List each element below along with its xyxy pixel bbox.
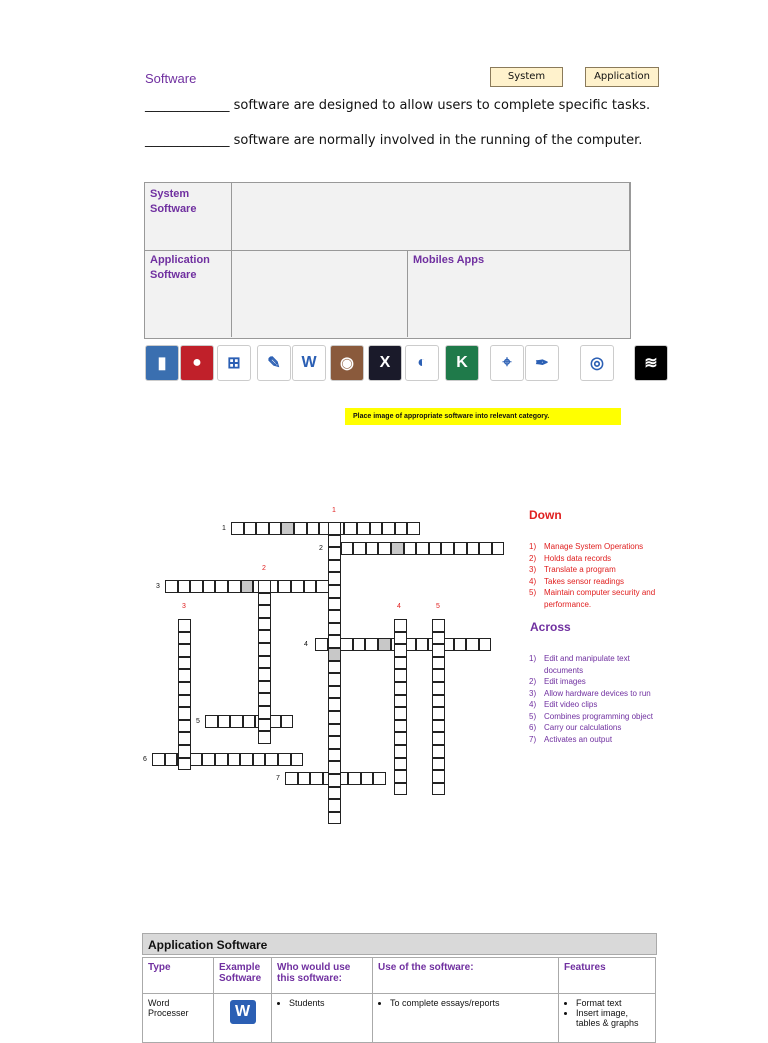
windows-logo-icon[interactable]: ⊞: [217, 345, 251, 381]
crossword-cell[interactable]: [370, 522, 383, 535]
application-tag[interactable]: Application: [585, 67, 659, 87]
row-use: [373, 994, 559, 1043]
crossword-cell[interactable]: [304, 580, 317, 593]
crossword-number: 4: [304, 641, 308, 648]
crossword-cell[interactable]: [353, 542, 366, 555]
firefox-icon[interactable]: ◐: [405, 345, 439, 381]
crossword-cell[interactable]: [228, 580, 241, 593]
clue-number: 3): [529, 688, 537, 698]
crossword-cell[interactable]: [258, 580, 271, 593]
crossword-cell[interactable]: [366, 542, 379, 555]
crossword-cell[interactable]: [466, 638, 479, 651]
crossword-cell[interactable]: [328, 698, 341, 711]
mac-os-x-icon[interactable]: X: [368, 345, 402, 381]
crossword-cell[interactable]: [265, 753, 278, 766]
crossword-cell[interactable]: [328, 598, 341, 611]
crossword-cell[interactable]: [394, 745, 407, 758]
feature-item: • Format text: [576, 998, 650, 1008]
crossword-cell[interactable]: [243, 715, 256, 728]
header-example: Example Software: [214, 958, 272, 994]
crossword-cell[interactable]: [244, 522, 257, 535]
crossword-cell[interactable]: [357, 522, 370, 535]
crossword-cell[interactable]: [278, 580, 291, 593]
header-use: Use of the software:: [373, 958, 559, 994]
clue-text: Edit and manipulate text documents: [544, 654, 630, 675]
crossword-cell[interactable]: [394, 682, 407, 695]
row-who: [272, 994, 373, 1043]
category-table: [144, 182, 631, 339]
clue-number: 7): [529, 734, 537, 744]
crossword-cell[interactable]: [340, 638, 353, 651]
crossword-cell[interactable]: [328, 736, 341, 749]
clue-text: Maintain computer security and performance.: [544, 588, 656, 609]
crossword-cell[interactable]: [432, 695, 445, 708]
crossword-cell[interactable]: [394, 783, 407, 796]
crossword-number: 2: [262, 565, 266, 572]
crossword-cell[interactable]: [178, 669, 191, 682]
across-heading: Across: [530, 620, 571, 634]
down-clue-3: [529, 564, 664, 576]
across-clue-7: [529, 734, 669, 746]
header-type: Type: [143, 958, 214, 994]
sentence-system: _____________ software are normally involved in the running of the computer.: [145, 133, 643, 148]
crossword-cell[interactable]: [253, 753, 266, 766]
crossword-cell[interactable]: [394, 707, 407, 720]
crossword-cell[interactable]: [328, 724, 341, 737]
crossword-cell[interactable]: [416, 542, 429, 555]
mobile-apps-label: Mobiles Apps: [413, 254, 485, 266]
crossword-cell[interactable]: [328, 761, 341, 774]
crossword-number: 6: [143, 756, 147, 763]
crossword-cell[interactable]: [373, 772, 386, 785]
crossword-cell[interactable]: [258, 731, 271, 744]
crossword-cell[interactable]: [328, 635, 341, 648]
crossword-cell[interactable]: [258, 643, 271, 656]
feature-item: • Insert image, tables & graphs: [576, 1008, 650, 1028]
crossword-cell[interactable]: [328, 787, 341, 800]
crossword-cell[interactable]: [205, 715, 218, 728]
crossword-cell[interactable]: [432, 720, 445, 733]
crossword-number: 1: [222, 525, 226, 532]
crossword-cell[interactable]: [432, 682, 445, 695]
down-clue-2: [529, 553, 664, 565]
crossword-cell[interactable]: [258, 630, 271, 643]
crossword-cell[interactable]: [258, 605, 271, 618]
crossword-cell[interactable]: [190, 580, 203, 593]
crossword-cell[interactable]: [432, 770, 445, 783]
application-software-table: [142, 957, 656, 1043]
down-clue-1: [529, 541, 664, 553]
header-who: Who would use this software:: [272, 958, 373, 994]
crossword-cell[interactable]: [416, 638, 429, 651]
crossword-number: 4: [397, 603, 401, 610]
row-example: [214, 994, 272, 1043]
crossword-cell[interactable]: [328, 572, 341, 585]
crossword-cell[interactable]: [394, 619, 407, 632]
crossword-cell[interactable]: [344, 522, 357, 535]
crossword-cell[interactable]: [328, 585, 341, 598]
use-item: • To complete essays/reports: [390, 998, 553, 1008]
clue-number: 3): [529, 565, 537, 574]
across-clue-3: [529, 688, 669, 700]
crossword-cell[interactable]: [432, 732, 445, 745]
kaspersky-icon[interactable]: K: [445, 345, 479, 381]
software-heading: Software: [145, 71, 197, 86]
software-box-icon[interactable]: ▮: [145, 345, 179, 381]
crossword-cell[interactable]: [315, 638, 328, 651]
crossword-cell[interactable]: [441, 542, 454, 555]
crossword-cell[interactable]: [240, 753, 253, 766]
crossword-cell[interactable]: [328, 749, 341, 762]
crossword-number: 2: [319, 545, 323, 552]
clue-text: Edit images: [544, 677, 586, 686]
crossword-cell[interactable]: [328, 812, 341, 825]
clue-number: 1): [529, 542, 537, 551]
clue-number: 6): [529, 723, 537, 732]
crossword-cell[interactable]: [378, 542, 391, 555]
crossword-cell[interactable]: [404, 542, 417, 555]
crossword-cell[interactable]: [298, 772, 311, 785]
crossword-cell[interactable]: [328, 799, 341, 812]
crossword-cell[interactable]: [394, 770, 407, 783]
crossword-cell[interactable]: [258, 719, 271, 732]
across-clue-2: [529, 676, 669, 688]
crossword-cell[interactable]: [328, 774, 341, 787]
crossword-cell[interactable]: [218, 715, 231, 728]
crossword-cell[interactable]: [278, 753, 291, 766]
clue-text: Holds data records: [544, 553, 612, 563]
notepad-icon[interactable]: ✎: [257, 345, 291, 381]
crossword-cell[interactable]: [258, 668, 271, 681]
crossword-cell[interactable]: [328, 522, 341, 535]
crossword-cell[interactable]: [328, 547, 341, 560]
crossword-cell[interactable]: [432, 669, 445, 682]
crossword-cell[interactable]: [178, 758, 191, 771]
crossword-cell[interactable]: [258, 706, 271, 719]
spotify-icon[interactable]: ≋: [634, 345, 668, 381]
crossword-cell[interactable]: [281, 522, 294, 535]
crossword-cell[interactable]: [310, 772, 323, 785]
crossword-cell[interactable]: [432, 707, 445, 720]
system-drop-zone[interactable]: [232, 183, 630, 251]
crossword-cell[interactable]: [407, 522, 420, 535]
crossword-cell[interactable]: [432, 758, 445, 771]
sentence-application: _____________ software are designed to allow users to complete specific tasks.: [145, 98, 651, 113]
crossword-cell[interactable]: [328, 623, 341, 636]
application-software-label: Application Software: [150, 254, 210, 281]
google-maps-icon[interactable]: ⌖: [490, 345, 524, 381]
crossword-cell[interactable]: [365, 638, 378, 651]
crossword-cell[interactable]: [395, 522, 408, 535]
down-heading: Down: [529, 508, 562, 522]
clue-text: Activates an output: [544, 734, 613, 744]
crossword-cell[interactable]: [394, 632, 407, 645]
down-clue-list: [529, 541, 664, 610]
crossword-cell[interactable]: [328, 648, 341, 661]
application-drop-zone[interactable]: [232, 251, 408, 337]
crossword-cell[interactable]: [190, 753, 203, 766]
crossword-cell[interactable]: [328, 686, 341, 699]
crossword-cell[interactable]: [382, 522, 395, 535]
clue-number: 4): [529, 700, 537, 709]
crossword-cell[interactable]: [152, 753, 165, 766]
clue-text: Manage System Operations: [544, 542, 644, 551]
word-icon[interactable]: W: [292, 345, 326, 381]
crossword-cell[interactable]: [394, 732, 407, 745]
crossword-cell[interactable]: [231, 522, 244, 535]
crossword-cell[interactable]: [269, 522, 282, 535]
crossword-cell[interactable]: [307, 522, 320, 535]
system-tag[interactable]: System: [490, 67, 563, 87]
crossword-cell[interactable]: [178, 682, 191, 695]
word-document-icon: [230, 1000, 256, 1024]
crossword-cell[interactable]: [467, 542, 480, 555]
crossword-cell[interactable]: [492, 542, 505, 555]
crossword-cell[interactable]: [281, 715, 294, 728]
crossword-cell[interactable]: [432, 619, 445, 632]
instruction-banner: Place image of appropriate software into relevant category.: [345, 408, 621, 425]
crossword-cell[interactable]: [178, 632, 191, 645]
crossword-cell[interactable]: [479, 638, 492, 651]
crossword-cell[interactable]: [294, 522, 307, 535]
crossword-cell[interactable]: [348, 772, 361, 785]
crossword-cell[interactable]: [316, 580, 329, 593]
crossword-cell[interactable]: [328, 673, 341, 686]
crossword-cell[interactable]: [178, 745, 191, 758]
angry-birds-icon[interactable]: ●: [180, 345, 214, 381]
crossword-cell[interactable]: [178, 707, 191, 720]
crossword-number: 1: [332, 507, 336, 514]
crossword-cell[interactable]: [432, 644, 445, 657]
crossword-cell[interactable]: [230, 715, 243, 728]
crossword-cell[interactable]: [178, 720, 191, 733]
crossword-cell[interactable]: [178, 695, 191, 708]
cd-disc-icon[interactable]: ◎: [580, 345, 614, 381]
crossword-cell[interactable]: [258, 656, 271, 669]
crossword-number: 5: [196, 718, 200, 725]
crossword-cell[interactable]: [228, 753, 241, 766]
crossword-cell[interactable]: [341, 542, 354, 555]
crossword-cell[interactable]: [215, 580, 228, 593]
crossword-cell[interactable]: [256, 522, 269, 535]
row-type: Word Processer: [143, 994, 214, 1043]
crossword-cell[interactable]: [429, 542, 442, 555]
crossword-cell[interactable]: [328, 711, 341, 724]
crossword-cell[interactable]: [241, 580, 254, 593]
clue-number: 4): [529, 576, 537, 586]
header-features: Features: [559, 958, 656, 994]
crossword-number: 3: [182, 603, 186, 610]
crossword-cell[interactable]: [432, 783, 445, 796]
across-clue-6: [529, 722, 669, 734]
crossword-cell[interactable]: [258, 618, 271, 631]
crossword-cell[interactable]: [328, 535, 341, 548]
crossword-cell[interactable]: [394, 695, 407, 708]
crossword-cell[interactable]: [394, 720, 407, 733]
crossword-cell[interactable]: [178, 732, 191, 745]
crossword-cell[interactable]: [258, 593, 271, 606]
photoshop-icon[interactable]: ✒: [525, 345, 559, 381]
crossword-cell[interactable]: [165, 580, 178, 593]
clue-number: 1): [529, 654, 537, 663]
crossword-cell[interactable]: [432, 657, 445, 670]
crossword-cell[interactable]: [215, 753, 228, 766]
crossword-cell[interactable]: [328, 661, 341, 674]
crossword-cell[interactable]: [479, 542, 492, 555]
crossword-cell[interactable]: [328, 560, 341, 573]
crossword-cell[interactable]: [258, 693, 271, 706]
clue-text: Edit video clips: [544, 700, 598, 709]
crossword-cell[interactable]: [203, 580, 216, 593]
crossword-cell[interactable]: [285, 772, 298, 785]
crossword-number: 3: [156, 583, 160, 590]
down-clue-4: [529, 576, 664, 588]
crossword-cell[interactable]: [394, 657, 407, 670]
clue-number: 5): [529, 588, 537, 597]
crossword-cell[interactable]: [165, 753, 178, 766]
crossword-cell[interactable]: [432, 745, 445, 758]
crossword-cell[interactable]: [394, 758, 407, 771]
word-icon-letter: W: [234, 1003, 251, 1020]
crossword-number: 7: [276, 775, 280, 782]
clue-number: 2): [529, 677, 537, 686]
clue-text: Takes sensor readings: [544, 576, 625, 586]
crossword-cell[interactable]: [454, 542, 467, 555]
clue-text: Allow hardware devices to run: [544, 688, 651, 698]
crossword-number: 5: [436, 603, 440, 610]
crossword-cell[interactable]: [202, 753, 215, 766]
crossword-cell[interactable]: [178, 580, 191, 593]
crossword-cell[interactable]: [394, 644, 407, 657]
row-features: [559, 994, 656, 1043]
crossword-cell[interactable]: [178, 619, 191, 632]
crossword-cell[interactable]: [353, 638, 366, 651]
crossword-cell[interactable]: [178, 657, 191, 670]
across-clue-list: [529, 653, 669, 745]
across-clue-4: [529, 699, 669, 711]
crossword-cell[interactable]: [378, 638, 391, 651]
application-software-title: Application Software: [142, 933, 657, 955]
down-clue-5: [529, 587, 664, 610]
crossword-cell[interactable]: [391, 542, 404, 555]
clue-text: Carry our calculations: [544, 723, 622, 732]
crossword-cell[interactable]: [258, 681, 271, 694]
who-item: • Students: [289, 998, 367, 1008]
crossword-cell[interactable]: [361, 772, 374, 785]
system-software-label: System Software: [150, 188, 197, 215]
clue-number: 5): [529, 711, 537, 721]
clue-number: 2): [529, 553, 537, 563]
table-row: [143, 994, 656, 1043]
crossword-cell[interactable]: [328, 610, 341, 623]
instagram-icon[interactable]: ◉: [330, 345, 364, 381]
crossword-cell[interactable]: [291, 753, 304, 766]
crossword-cell[interactable]: [394, 669, 407, 682]
crossword-cell[interactable]: [454, 638, 467, 651]
across-clue-5: [529, 711, 669, 723]
crossword-cell[interactable]: [291, 580, 304, 593]
crossword-cell[interactable]: [178, 644, 191, 657]
clue-text: Combines programming object: [544, 711, 653, 721]
across-clue-1: [529, 653, 669, 676]
clue-text: Translate a program: [544, 565, 616, 574]
crossword-cell[interactable]: [432, 632, 445, 645]
